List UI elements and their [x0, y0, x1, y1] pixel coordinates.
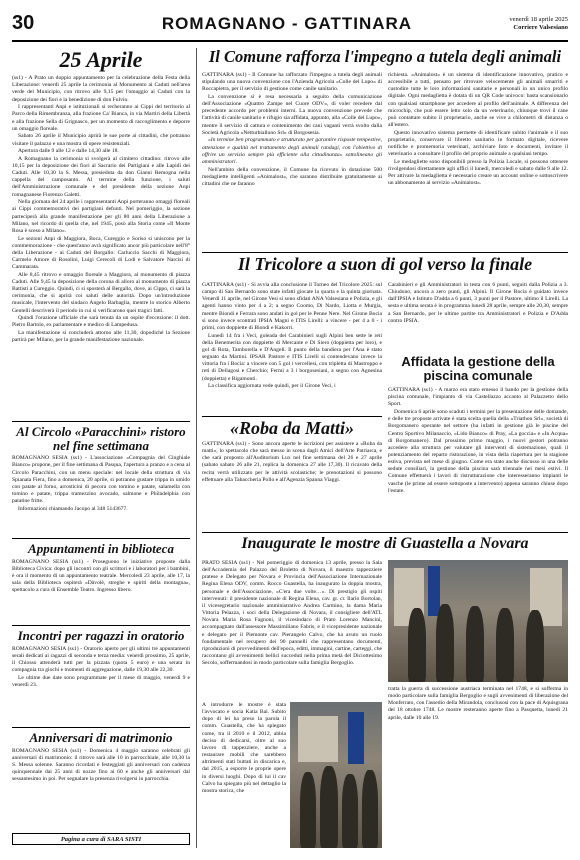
article-body: ROMAGNANO SESIA (ss1) - Oratorio aperto per gli ultimi tre appuntamenti serali dedicati ai ragazzi di seconda e terza media: venerdì prossimo, 25 aprile, il Chiosso attenderà tutti per la pizzata (quota 5 euro) e una serata in compagnia tra giochi e momenti di aggregazione, dalle 19,30 alle 22,30. Le ultime due date sono programmate per il mese di maggio, venerdì 9 e venerdì 23.	[12, 645, 190, 688]
article-body: ROMAGNANO SESIA (ss1) - Proseguono le iniziative proposte dalla Biblioteca Civica: dopo gli incontri con gli scrittori e i laboratori per i bambini, è ora il momento di un appuntamento teatrale. Mercoledì 23 aprile, alle 17, la sala della Biblioteca ospiterà «Dàvolè, streghe e spiriti della montagna», spettacolo a cura di Ensemble Teatro. Ingresso libero.	[12, 558, 190, 594]
column-divider	[196, 48, 197, 848]
article-roba-da-matti	[202, 419, 382, 527]
article-body-left: GATTINARA (ss1) - Il Comune ha rafforzato l'impegno a tutela degli animali stipulando una nuova convenzione con l'Azienda Agricola «Colle del Lupo» di Roccapietra, per il servizio di gestione come canile sanitario. La convenzione si è resa necessaria a seguito della comunicazione dell'Associazione «Quattro Zampe nel Cuore ODV», di voler recedere dal precedente accordo per problemi interni. La nuova convenzione prevede che l'attività di canile sanitario e rifugio sia affidata, appunto, alla «Colle del Lupo», mentre il servizio di cattura e contenimento dei cani vaganti verrà svolto dalla Società Agricola «Netturbialluno Srl» di Borgosesia. «In termine ben programmato e strutturato per garantire risposte tempestive, attenzione e qualità nel trattamento degli animali randagi, con l'obiettivo di offrire un servizio sempre più efficiente alla cittadinanza» sottolineano gli amministratori. Nell'ambito della convenzione, il Comune ha ricevuto in dotazione 500 medagliette intelligenti «Animalost», che saranno distribuite gratuitamente ai cittadini che ne faranno	[202, 72, 382, 187]
section-divider	[12, 538, 190, 539]
section-divider	[12, 625, 190, 626]
dateline	[509, 16, 568, 32]
publication-name: Corriere Valsesiano	[513, 23, 568, 31]
article-animali	[202, 48, 568, 248]
guastella-title: Inaugurate le mostre di Guastella a Novara	[241, 535, 529, 552]
tricolore-title: Il Tricolore a suon di gol verso la finale	[237, 254, 533, 274]
article-body: GATTINARA (ss1) - A marzo era stato emesso il bando per la gestione della piscina comunale, l'impianto di via Castellazzo accanto al Palazzetto dello Sport. Domenica 6 aprile sono scaduti i termini per la presentazione delle domande, e delle tre proposte arrivate è stata scelta quella della «Triathon Srl», società di Borgomanero operante nel settore (ha infatti in gestione già le piscine del Centro Sportivo Milanaccio, «Lido Bianco» di Pray, «La goccia» e «In Acqua» di Borgomanero). Dal prossimo primo maggio, i nuovi gestori potranno accedere alla struttura per valutare gli interventi di sistemazione, quali il potenziamento del reparto ristorazione, in vista della riapertura per la stagione estiva, prevista nel mese di giugno. Come era stato anche discusso in una delle sedute consiliari, la gestione della piscina sarà triennale nei mesi estivi. Il Comune effettuerà i lavori di ristrutturazione che interesseranno impianti le vasche (le prime ad essere sottoposte a intervento) appena saranno chiuse dopo l'estate.	[388, 387, 568, 494]
article-title: Incontri per ragazzi in oratorio	[17, 629, 185, 643]
section-divider	[202, 252, 568, 253]
article-title: Il Comune rafforza l'impegno a tutela degli animali	[208, 48, 562, 66]
article-biblioteca	[12, 542, 190, 622]
section-divider	[202, 532, 568, 533]
article-25-aprile	[12, 48, 190, 418]
article-title: 25 Aprile	[59, 48, 143, 72]
exhibition-photo-right	[388, 560, 568, 682]
article-body: GATTINARA (ss1) - Sono ancora aperte le iscrizioni per assistere a «Roba da matti», lo spettacolo che sarà messo in scena dagli Amici dell'Arte Patriarca, e che sarà proposto all'Auditorium Lux nel fine settimana del 26 e 27 aprile (sabato sabato 26 alle 21, replica la domenica 27 alle 17,30). Il ricavato della recita verrà utilizzato per le attività scolastiche; le prenotazioni si possono effettuare alla Tabaccheria Pollo e all'Agenzia Spanna Viaggi.	[202, 440, 382, 483]
section-divider	[12, 727, 190, 728]
exhibition-photo-left	[290, 702, 382, 848]
page-header	[12, 12, 568, 42]
tricolore-body-right: Carabinieri e gli Amministratori in testa con 6 punti, seguiti dalla Polizia a 3. Chiudono, ancora a zero punti, gli Alpini. Il Girone Bocia è guidato invece dall'IPSIA e Istituto D'adda a 6 punti, 3 punti per il Pastore, ultimo il Lirelli. La sesta e ultima serata è in programma lunedì 28 aprile, sempre alle 20,30, sempre a San Bernardo, per le ultime partite tra Amministratori e Polizia e D'Adda contro IPSIA.	[388, 282, 568, 324]
article-oratorio	[12, 629, 190, 724]
article-body: ROMAGNANO SESIA (ss1) - Domenica 4 maggio saranno celebrati gli anniversari di matrimonio: il ritrovo sarà alle 10 in parrocchiale, alle 10,30 la S. Messa solenne. Saranno ricordati e festeggiati gli anniversari con cadenza quinquennale dai 25 anni di nozze fino ai 60 e anche gli anniversari dal sessantesimo in poi. Per segnalare la presenza rivolgersi in parrocchia.	[12, 747, 190, 783]
article-title: Anniversari di matrimonio	[29, 731, 173, 745]
article-title: Al Circolo «Paracchini» ristoro nel fine settimana	[16, 425, 186, 453]
masthead: ROMAGNANO - GATTINARA	[161, 14, 413, 33]
section-divider	[12, 421, 190, 422]
article-matrimonio	[12, 731, 190, 829]
tricolore-body-left: GATTINARA (ss1) - Si avvia alla conclusione il Torneo del Tricolore 2025: sul campo di San Bernardo sono state infatti giocate la quarta e la quinta giornata. Venerdì 11 aprile, nel Girone Vesi si sono sfidati ANA Valsesiana e Polizia, e gli agenti hanno vinto per 4 a 2; a segno Coomo, Di Nardo, Liotta e Murgia, mentre Biondi e Ferrara sono andati in gol per le Penne Nere. Nel Girone Bocia si sono invece scontrati IPSIA Magni e ITIS Lirelli: a vincere - per 4 a 0 - i primi, con doppiette di Biondi e Kakorri. Lunedì 14 fra i Veci, goleada dei Carabinieri sugli Alpini ben sette le reti della Benemerita con doppiette di Mercante e Di Siero (doppietta per loro), e gol di Rota, Tamborella e D'Angeli. Il punto della bandiera per l'Ana è stato segnato da Martini. IPSAR Pastore e ITIS Lirelli si contendevano invece la vittoria fra i Bocia: a vincere con 5 gol i vercellesi, con tripletta di Mastroppo e reti di Dellagosi e Cherchio; Fermi a 3 i borgosesiani, a segno con Agnesina (doppietta) e Rigamonti. La classifica aggiornata vede quindi, per il Girone Veci, i	[202, 282, 382, 390]
section-divider	[202, 416, 382, 417]
article-title: Affidata la gestione della piscina comunale	[401, 355, 555, 384]
guastella-body-continued: A introdurre le mostre è stata l'avvocato e socia Katia Bai. Subito dopo di lei ha preso la parola il comm. Guastella, che ha spiegato come, tra il 2010 e il 2012, abbia deciso di dedicarsi, oltre al suo lavoro di tappezziere, anche a restaurare mobili che sarebbero altrimenti stati buttati in discarica e, dal 2015, a esporre le proprie opere in diversi luoghi. Dopo di lui il cav Calvo ha spiegato più nel dettaglio la mostra storica, che	[202, 702, 286, 794]
article-body-right: richiesta. «Animalost» è un sistema di identificazione innovativo, pratico e accessibile a tutti, pensato per ritrovare velocemente gli animali smarriti e custodire tutte le loro informazioni sanitarie e personali in un unico profilo digitale. Ogni medaglietta è dotata di un QR Code univoco: basta scansionarlo con qualsiasi smartphone per accedere al profilo dell'animale. A differenza del microchip, che può essere letto solo da un veterinario, chiunque trovi il cane può contattare subito il proprietario, anche se vive a chilometri di distanza o all'estero. Questo innovativo sistema permette di identificare subito l'animale e il suo proprietario, conservare il libretto sanitario in formato digitale, ricevere notifiche e promemoria veterinari, archiviare foto e documenti, invitare il veterinario a consultare il profilo del proprio animale a qualsiasi tempo. Le medagliette sono disponibili presso la Polizia Locale, si possono ottenere rivolgendosi direttamente agli uffici il lunedì, mercoledì e sabato dalle 9 alle 12. Per attivare la medaglietta è necessario creare un account online e sottoscrivere un abbonamento al servizio «Animalost».	[388, 72, 568, 187]
guastella-body-end: tratta la guerra di successione austriaca terminata nel 1748, e si sofferma in modo particolare sulla famiglia Bergoglio e sugli avvenimenti di liberazione del Monferrato, con l'assedio della Mirandola, conclusosi con la pace di Aquisgrana del 18 ottobre 1748. Le mostre resteranno aperte fino a Pasquetta, lunedì 21 aprile, dalle 10 alle 19.	[388, 686, 568, 721]
article-title: Appuntamenti in biblioteca	[28, 542, 174, 556]
article-body: (ss1) - A Prato un doppio appuntamento per la celebrazione della Festa della Liberazione: venerdì 25 aprile la cerimonia al Monumento ai Caduti nell'area verde del Municipio, con ritrovo alle 9,15 per l'omaggio ai Caduti con la deposizione dei fiori e la benedizione di don Fulvio. I rappresentanti Anpi e istituzionali si recheranno ai Cippi del territorio al Parco della Rimembranza, alla frazione Ca' Bianca, in via Martiri della Libertà e alla frazione Sella di Grignasco, per un momento di raccoglimento e deporre un omaggio floreale. Sabato 26 aprile il Municipio aprirà le sue porte ai cittadini, che potranno visitare il palazzo e una mostra di opere resistenziali. Apertura dalle 9 alle 12 e dalle 14,30 alle 18. A Romagnano la cerimonia si svolgerà al cimitero cittadino: ritrovo alle 10,15 per la deposizione dei fiori al Sacrario dei Partigiani e alle Lapidi dei Caduti. Alle 10,30 la S. Messa, presieduta da don Gianni Remogna nella cappella del camposanto. Al termine della funzione, i saluti dell'Amministrazione comunale e del presidente della sezione Anpi romagnanese Fiorenzo Galetti. Nella giornata del 24 aprile i rappresentanti Anpi porteranno omaggi floreali ai Cippi commemorativi dei partigiani defunti. Nel pomeriggio, la sezione parteciperà alla grande manifestazione per gli 80 anni della Liberazione a Milano, nel ricordo di quella che, nel 1945, posò alla Storia come «Il Monte Rosa è sceso a Milano». Le sezioni Anpi di Maggiora, Boca, Cureggio e Soriso si uniscono per la commemorazione - che quest'anno avrà significato ancor più particolare nell'8° della Liberazione - ai Caduti del Borgallo: Carluccio Sacchi di Maggiora, Carmelo Amore di Rosolini, Luigi Cerecoli di Lodi e Salvatore Narcisi di Cammarata. Alle 8,45 ritrovo e omaggio floreale a Maggiora, al monumento di piazza Caduti. Alle 9,45 la deposizione della corona di alloro al monumento di piazza Battisti a Cureggio. Quindi, ci si sposterà al Bergallo, dove, ai Cippo, ci sarà la cerimonia, che si aprirà coi saluti delle autorità. Dopo un'introduzione musicale, l'intervento del sindaco Angelo Barbaglia, mentre lo storico Alberto Gentelli descriverà il periodo in cui si verificarono quei tragici fatti. Quindi l'orazione ufficiale che sarà tenuta da un ospite d'eccezione: il dott. Pietro Bartolo, ex parlamentare e medico di Lampedusa. La manifestazione si concluderà attorno alle 11,30, dopodiché la Sezione partirà per Milano, per la grande manifestazione nazionale.	[12, 75, 190, 344]
article-title: «Roba da Matti»	[229, 419, 354, 438]
article-paracchini	[12, 425, 190, 535]
issue-date: venerdì 18 aprile 2025	[509, 16, 568, 23]
guastella-body-intro: PRATO SESIA (ss1) - Nel pomeriggio di domenica 13 aprile, presso la Sala dell'Accademia del Palazzo del Broletto di Novara, il maestro tappezziere pratese e Delegato per Novara e Provincia dell'Associazione Internazionale Regina Elena ODV, comm. Rocco Guastella, ha inaugurato la doppia mostra, personale e dell'Associazione, «C'era due volte…». Di prestigio gli ospiti intervenuti: il presidente nazionale di Regina Elena, cav. gr. cr. Ilario Bortolan, il vicesegretario nazionale amministrativo Andrea Carmino, la dama Maria Vittoria Pelazza, i soci della Delegazione di Novara, il consigliere dell'ATL Novara Maria Rosa Fagnoni, il vicesindaco di Prato Lorenzo Mancini, accompagnato dall'assessore Massimiliano Fabris, e il vicepresidente nazionale e delegato per il Piemonte cav. Pierangelo Calvo, che ha avuto un ruolo fondamentale nel recupero dei 90 pannelli che rappresentano documenti, riproduzioni di provvedimenti dell'epoca, editti, immagini, cartine, carteggi, che raccontano gli avvenimenti bellici succeduti nella prima metà del Diciottesimo Secolo, soffermandosi in modo particolare sulla famiglia Bergoglio.	[202, 560, 382, 667]
page-number: 30	[12, 12, 35, 34]
article-body: ROMAGNANO SESIA (ss1) - L'associazione «Compagnia del Cinghiale Bianco» propone, per il fine settimana di Pasqua, l'apertura a pranzo e a cena al Circolo Paracchini, con un menu speciale: nel locale della struttura di via Spianata Fiera, fino a domenica, 20 aprile, si potranno gustare trippa in umido con patate al forno, arrosticini di pecora con tomino e patate, salamella con tomino e patate, trippa tramezzino avocado, salmone e Philadelphia con patatine fritte. Informazioni chiamando Jacopo al 348 5143677.	[12, 455, 190, 512]
page-credit: Pagina a cura di SARA SISTI	[12, 833, 190, 845]
article-piscina	[388, 355, 568, 530]
